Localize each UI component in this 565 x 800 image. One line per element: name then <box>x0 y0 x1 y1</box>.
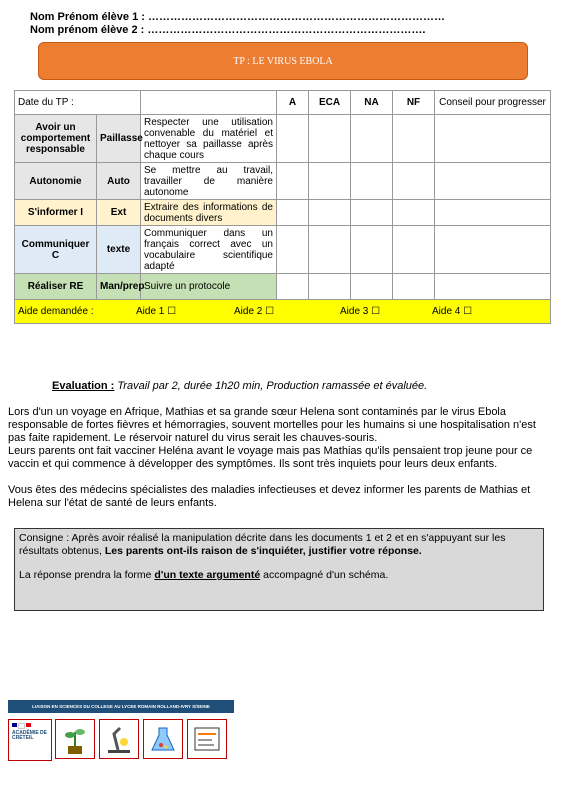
col-a: A <box>277 91 309 115</box>
evaluation-text: Travail par 2, durée 1h20 min, Production ramassée et évaluée. <box>114 380 428 392</box>
criterion: Avoir un comportement responsable <box>15 115 97 163</box>
criterion: Communiquer C <box>15 226 97 274</box>
table-row <box>15 115 551 163</box>
student-names <box>30 11 445 37</box>
table-row <box>15 163 551 200</box>
grade-cell[interactable] <box>309 226 351 274</box>
criterion-desc: Communiquer dans un français correct avec un vocabulaire scientifique adapté <box>141 226 277 274</box>
aide-4-checkbox[interactable]: Aide 4 ☐ <box>432 306 473 317</box>
consigne-form-end: accompagné d'un schéma. <box>260 569 389 581</box>
criterion-abbr: texte <box>97 226 141 274</box>
grade-cell[interactable] <box>393 163 435 200</box>
grade-cell[interactable] <box>309 274 351 300</box>
advice-cell[interactable] <box>435 200 551 226</box>
liaison-text: LIAISON EN SCIENCES DU COLLEGE AU LYCEE ROMAIN ROLLAND-IVRY S/SEINE <box>32 704 210 709</box>
context-paragraph: Vous êtes des médecins spécialistes des maladies infectieuses et devez informer les parents de Mathias et Helena sur l'état de santé de leurs enfants. <box>8 484 531 509</box>
consigne-box <box>14 528 544 611</box>
grade-cell[interactable] <box>277 226 309 274</box>
table-row <box>15 200 551 226</box>
republique-flag-icon <box>12 723 48 729</box>
grade-cell[interactable] <box>393 274 435 300</box>
advice-cell[interactable] <box>435 115 551 163</box>
criterion-abbr: Man/prep <box>97 274 141 300</box>
grade-cell[interactable] <box>393 200 435 226</box>
data-icon <box>187 719 227 759</box>
criterion: Autonomie <box>15 163 97 200</box>
grade-cell[interactable] <box>277 274 309 300</box>
aide-label: Aide demandée : <box>18 306 94 317</box>
table-row <box>15 226 551 274</box>
tp-title-banner <box>38 42 528 80</box>
criterion-desc: Extraire des informations de documents divers <box>141 200 277 226</box>
criterion-desc: Suivre un protocole <box>141 274 277 300</box>
grade-cell[interactable] <box>351 274 393 300</box>
grade-cell[interactable] <box>351 200 393 226</box>
grade-cell[interactable] <box>393 115 435 163</box>
liaison-banner <box>8 700 234 713</box>
aide-1-checkbox[interactable]: Aide 1 ☐ <box>136 306 177 317</box>
date-field[interactable] <box>141 91 277 115</box>
plant-icon <box>55 719 95 759</box>
col-nf: NF <box>393 91 435 115</box>
criterion-abbr: Auto <box>97 163 141 200</box>
microscope-icon <box>99 719 139 759</box>
aide-3-checkbox[interactable]: Aide 3 ☐ <box>340 306 381 317</box>
criterion: Réaliser RE <box>15 274 97 300</box>
evaluation-line <box>52 380 427 392</box>
academie-logo <box>8 719 52 761</box>
col-eca: ECA <box>309 91 351 115</box>
advice-cell[interactable] <box>435 163 551 200</box>
evaluation-grid <box>14 90 551 324</box>
criterion-abbr: Paillasse <box>97 115 141 163</box>
aide-row <box>15 300 551 324</box>
grade-cell[interactable] <box>277 163 309 200</box>
consigne-lead: Consigne : Après avoir réalisé la manipulation décrite dans les documents 1 et 2 et en s'appuyant sur les résultats obtenus, <box>19 532 506 557</box>
flask-icon <box>143 719 183 759</box>
grade-cell[interactable] <box>277 200 309 226</box>
academie-name: ACADÉMIE DE CRÉTEIL <box>12 730 48 741</box>
grade-cell[interactable] <box>277 115 309 163</box>
student-name-2[interactable]: Nom prénom élève 2 : …………………………………………………………………. <box>30 24 426 36</box>
tp-title: TP : LE VIRUS EBOLA <box>233 55 333 67</box>
advice-cell[interactable] <box>435 274 551 300</box>
advice-cell[interactable] <box>435 226 551 274</box>
grade-cell[interactable] <box>309 200 351 226</box>
criterion: S'informer I <box>15 200 97 226</box>
criterion-desc: Respecter une utilisation convenable du matériel et nettoyer sa paillasse après chaque cours <box>141 115 277 163</box>
consigne-question: Les parents ont-ils raison de s'inquiéter, justifier votre réponse. <box>104 545 422 557</box>
col-na: NA <box>351 91 393 115</box>
table-row <box>15 274 551 300</box>
consigne-form-bold: d'un texte argumenté <box>154 569 261 581</box>
consigne-form-start: La réponse prendra la forme <box>19 569 155 581</box>
student-name-1[interactable]: Nom Prénom élève 1 : ……………………………………………………………………… <box>30 11 445 23</box>
evaluation-label: Evaluation : <box>52 380 115 392</box>
grade-cell[interactable] <box>351 163 393 200</box>
aide-2-checkbox[interactable]: Aide 2 ☐ <box>234 306 275 317</box>
criterion-desc: Se mettre au travail, travailler de manière autonome <box>141 163 277 200</box>
context-paragraph: Lors d'un un voyage en Afrique, Mathias et sa grande sœur Helena sont contaminés par le virus Ebola responsable de fortes fièvres et hémorragies, souvent mortelles pour les humains si une hospitalisation n'est pas faite rapidement. Le réservoir naturel du virus serait les chauves-souris. <box>8 406 536 444</box>
grade-cell[interactable] <box>351 115 393 163</box>
date-label: Date du TP : <box>15 91 141 115</box>
grade-cell[interactable] <box>393 226 435 274</box>
grade-cell[interactable] <box>351 226 393 274</box>
context-paragraph: Leurs parents ont fait vacciner Heléna avant le voyage mais pas Mathias qu'ils pensaient trop jeune pour ce vaccin et qui commence à développer des symptômes. Ils sont très inquiets pour leurs deux enfants. <box>8 445 533 470</box>
grade-cell[interactable] <box>309 163 351 200</box>
col-conseil: Conseil pour progresser <box>435 91 551 115</box>
grade-cell[interactable] <box>309 115 351 163</box>
criterion-abbr: Ext <box>97 200 141 226</box>
